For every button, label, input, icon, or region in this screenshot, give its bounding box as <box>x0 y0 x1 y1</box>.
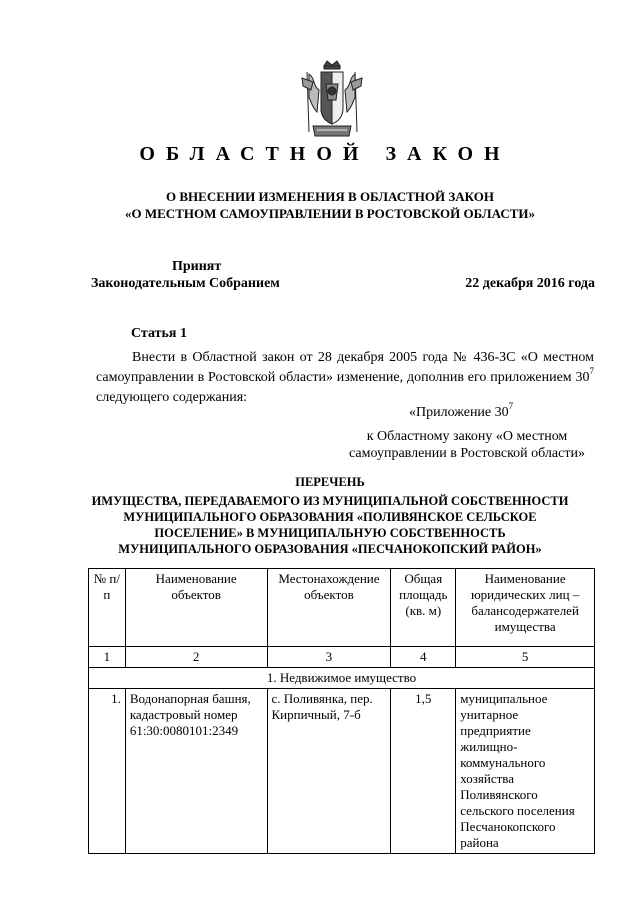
header-cell-location: Местонахождение объектов <box>267 569 391 647</box>
object-holder: муниципальное унитарное предприятие жилищно-коммунального хозяйства Поливянского сельского поселения Песчанокопского района <box>456 689 595 854</box>
appendix-reference <box>340 428 594 462</box>
document-type-heading: ОБЛАСТНОЙ ЗАКОН <box>139 143 511 165</box>
object-location: с. Поливянка, пер. Кирпичный, 7-б <box>267 689 391 854</box>
law-title-line: «О МЕСТНОМ САМОУПРАВЛЕНИИ В РОСТОВСКОЙ ОБЛАСТИ» <box>125 206 535 221</box>
property-table <box>88 568 595 854</box>
object-area: 1,5 <box>391 689 456 854</box>
adopted-label: Принят <box>172 259 222 274</box>
header-cell-area: Общая площадь (кв. м) <box>391 569 456 647</box>
appendix-label-text: «Приложение 30 <box>409 405 509 420</box>
appendix-superscript: 7 <box>508 401 514 412</box>
column-number-row <box>89 647 595 668</box>
adopted-date: 22 декабря 2016 года <box>465 276 595 291</box>
column-number: 4 <box>391 647 456 668</box>
article-paragraph <box>96 348 594 408</box>
appendix-reference-line: самоуправлении в Ростовской области» <box>349 446 585 461</box>
column-number: 2 <box>125 647 267 668</box>
list-title <box>60 493 600 557</box>
law-title <box>60 188 600 222</box>
column-number: 5 <box>456 647 595 668</box>
list-title-line: ИМУЩЕСТВА, ПЕРЕДАВАЕМОГО ИЗ МУНИЦИПАЛЬНОЙ СОБСТВЕННОСТИ <box>91 494 569 508</box>
list-title-line: ПОСЕЛЕНИЕ» В МУНИЦИПАЛЬНУЮ СОБСТВЕННОСТЬ <box>154 526 506 540</box>
law-title-line: О ВНЕСЕНИИ ИЗМЕНЕНИЯ В ОБЛАСТНОЙ ЗАКОН <box>166 189 494 204</box>
table-row <box>89 689 595 854</box>
appendix-label <box>409 401 514 421</box>
column-number: 3 <box>267 647 391 668</box>
object-name: Водонапорная башня, кадастровый номер 61:30:0080101:2349 <box>125 689 267 854</box>
article-text-end: следующего содержания: <box>96 390 248 405</box>
column-number: 1 <box>89 647 126 668</box>
appendix-reference-line: к Областному закону «О местном <box>366 429 568 444</box>
list-title-line: МУНИЦИПАЛЬНОГО ОБРАЗОВАНИЯ «ПЕСЧАНОКОПСКИЙ РАЙОН» <box>118 542 542 556</box>
table-header-row <box>89 569 595 647</box>
section-title: 1. Недвижимое имущество <box>89 668 595 689</box>
header-cell-name: Наименование объектов <box>125 569 267 647</box>
adopted-by: Законодательным Собранием <box>91 276 280 291</box>
section-row <box>89 668 595 689</box>
list-title-line: МУНИЦИПАЛЬНОГО ОБРАЗОВАНИЯ «ПОЛИВЯНСКОЕ СЕЛЬСКОЕ <box>123 510 537 524</box>
article-text: Внести в Областной закон от 28 декабря 2005 года № 436-ЗС «О местном самоуправлении в Ростовской области» изменение, дополнив его приложением 30 <box>96 350 594 385</box>
row-number: 1. <box>89 689 126 854</box>
header-cell-number: № п/п <box>89 569 126 647</box>
coat-of-arms-icon <box>299 60 365 140</box>
article-heading: Статья 1 <box>131 326 187 341</box>
list-heading: ПЕРЕЧЕНЬ <box>295 475 365 489</box>
article-superscript: 7 <box>589 366 594 377</box>
header-cell-holder: Наименование юридических лиц – балансодержателей имущества <box>456 569 595 647</box>
